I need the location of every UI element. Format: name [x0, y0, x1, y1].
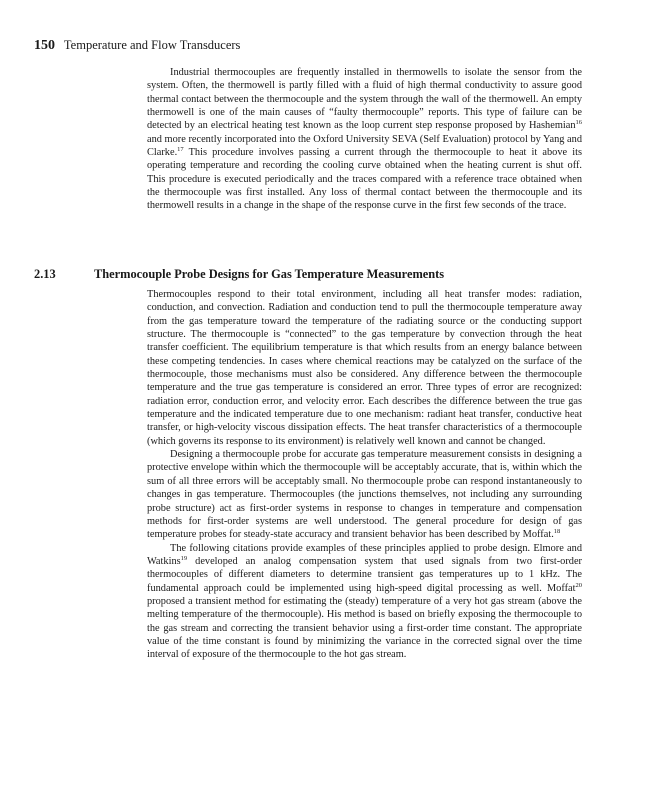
page-number: 150 — [34, 38, 55, 53]
reference-marker: 19 — [180, 554, 188, 562]
intro-paragraph — [147, 66, 582, 213]
body-paragraph — [147, 288, 582, 448]
paragraph-text: Designing a thermocouple probe for accurate gas temperature measurement consists in designing a protective envelope within which the thermocouple will be acceptably accurate, that is, within which the sum of all three errors will be acceptably small. No thermocouple probe can respond instantaneously to changes in gas temperature. Thermocouples (the junctions themselves, not including any surrounding probe structure) act as first-order systems in response to changes in temperature and compensation methods for first-order systems are well understood. The general procedure for design of gas temperature probes for steady-state accuracy and transient behavior has been described by Moffat. — [147, 449, 582, 541]
paragraph-text: proposed a transient method for estimating the (steady) temperature of a very hot gas stream (above the melting temperature of the thermocouple). His method is based on briefly exposing the thermocouple to the gas stream and correcting the transient behavior using a first-order time constant. The appropriate value of the time constant is found by minimizing the variance in the corrected signal over the time interval of exposure of the thermocouple to the hot gas stream. — [147, 595, 582, 661]
paragraph-text: The following citations provide examples of these principles applied to probe design. Elmore and Watkins — [147, 542, 582, 567]
section-body — [147, 288, 582, 662]
running-header — [34, 37, 594, 54]
section-number: 2.13 — [34, 267, 56, 281]
reference-marker: 20 — [575, 581, 582, 589]
body-paragraph — [147, 448, 582, 541]
body-paragraph — [147, 542, 582, 662]
paragraph-text: developed an analog compensation system that used signals from two first-order thermocouples of different diameters to determine transient gas temperatures up to 1 kHz. The fundamental approach could be implemented using high-speed digital processing as well. Moffat — [147, 555, 582, 594]
reference-marker: 16 — [575, 119, 582, 127]
reference-marker: 17 — [177, 146, 184, 154]
section-heading — [34, 266, 594, 282]
paragraph-text: and more recently incorporated into the Oxford University SEVA (Self Evaluation) protocol by Yang and Clarke. — [147, 133, 582, 159]
running-title: Temperature and Flow Transducers — [63, 38, 241, 52]
intro-text-block — [147, 66, 582, 213]
paragraph-text: Thermocouples respond to their total environment, including all heat transfer modes: radiation, conduction, and convection. Radiation and conduction tend to pull the thermocouple temperature away from the gas temperature toward the temperature of the radiating source or the conducting support structure. The thermocouple is “connected” to the gas temperature by convection through the heat transfer coefficient. The equilibrium temperature is that which results from an energy balance between these competing tendencies. In cases where chemical reactions may be catalyzed on the surface of the thermocouple, those mechanisms must also be considered. Any difference between the thermocouple temperature and the true gas temperature is considered an error. Three types of error are recognized: radiation error, conduction error, and velocity error. Each describes the difference between the true gas temperature and the indicated temperature due to one mechanism: radiant heat transfer, conductive heat transfer, or high-velocity viscous dissipation effects. The heat transfer characteristics of a thermocouple (which governs its response to its environment) is relatively well known and cannot be changed. — [147, 289, 582, 447]
paragraph-text: This procedure involves passing a current through the thermocouple to heat it above its operating temperature and recording the cooling curve obtained when the heating current is shut off. This procedure is executed periodically and the traces compared with a reference trace obtained when the thermocouple was first installed. Any loss of thermal contact between the thermocouple and its thermowell results in a change in the shape of the response curve in the first few seconds of the trace. — [147, 147, 582, 212]
reference-marker: 18 — [553, 528, 561, 536]
paragraph-text: Industrial thermocouples are frequently installed in thermowells to isolate the sensor from the system. Often, the thermowell is partly filled with a fluid of high thermal conductivity to assure good thermal contact between the thermocouple and the system through the wall of the thermowell. An empty thermowell is one of the main causes of “faulty thermocouple” reports. This type of failure can be detected by an electrical heating test known as the loop current step response proposed by Hashemian — [147, 67, 582, 132]
section-title: Thermocouple Probe Designs for Gas Temperature Measurements — [94, 267, 445, 281]
